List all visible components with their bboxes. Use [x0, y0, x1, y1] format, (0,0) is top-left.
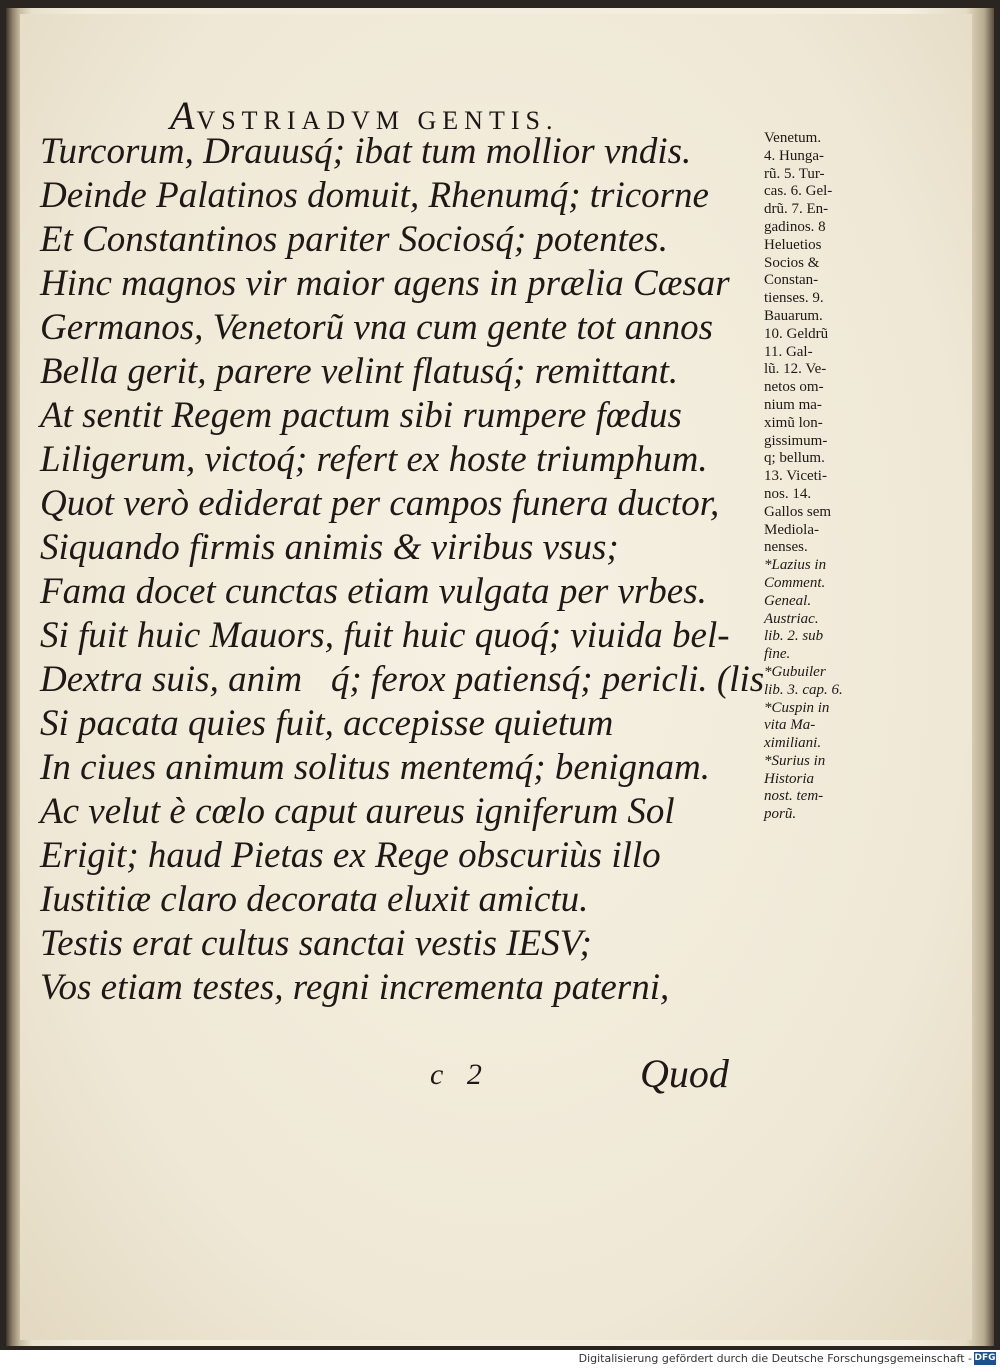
- verse-line: Dextra suis, anim᷑q́; ferox patiensq́; pericli. (lis: [40, 659, 765, 700]
- margin-note-line: Historia: [764, 770, 815, 787]
- margin-note-line: *Cuspin in: [764, 699, 830, 716]
- margin-note-line: Austriac.: [764, 610, 819, 627]
- verse-line: Siquando firmis animis & viribus vsus;: [40, 527, 619, 568]
- margin-note-line: nium ma-: [764, 396, 822, 413]
- margin-notes: [764, 130, 884, 824]
- verse-line: Hinc magnos vir maior agens in prælia Cæsar: [40, 263, 730, 304]
- margin-note-line: tienses. 9.: [764, 290, 824, 307]
- margin-note-line: drũ. 7. En-: [764, 201, 829, 218]
- margin-note-line: nos. 14.: [764, 485, 812, 502]
- catchword: Quod: [640, 1051, 729, 1096]
- verse-line: Vos etiam testes, regni incrementa paterni,: [40, 967, 670, 1008]
- margin-note-line: gissimum-: [764, 432, 828, 449]
- margin-note-line: lib. 2. sub: [764, 628, 824, 645]
- running-head-initial: A: [170, 93, 197, 138]
- margin-note-line: rũ. 5. Tur-: [764, 165, 825, 182]
- verse-line: At sentit Regem pactum sibi rumpere fœdus: [40, 395, 682, 436]
- margin-note-line: ximũ lon-: [764, 414, 823, 431]
- verse-line: Erigit; haud Pietas ex Rege obscuriùs illo: [40, 835, 661, 876]
- margin-note-line: 13. Viceti-: [764, 468, 827, 485]
- margin-note-line: Gallos sem: [764, 503, 832, 520]
- running-head-text: VSTRIADVM GENTIS.: [196, 106, 559, 135]
- margin-note-line: gadinos. 8: [764, 218, 826, 235]
- margin-note-line: q; bellum.: [764, 450, 825, 467]
- signature-mark: c 2: [430, 1058, 490, 1091]
- verse-line: Si pacata quies fuit, accepisse quietum: [40, 703, 614, 744]
- dfg-logo-icon: DFG: [974, 1353, 996, 1363]
- margin-note-line: porũ.: [764, 806, 797, 823]
- verse-line: Bella gerit, parere velint flatusq́; remittant.: [40, 351, 679, 392]
- verse-line: Germanos, Venetorũ vna cum gente tot annos: [40, 307, 714, 348]
- verse-line: Si fuit huic Mauors, fuit huic quoq́; viuida bel-: [40, 615, 730, 656]
- margin-note-line: 4. Hunga-: [764, 147, 824, 164]
- margin-note-line: lib. 3. cap. 6.: [764, 681, 843, 698]
- margin-note-line: *Gubuiler: [764, 663, 826, 680]
- margin-note-line: Geneal.: [764, 592, 812, 609]
- verse-line: Liligerum, victoq́; refert ex hoste triumphum.: [40, 439, 708, 480]
- margin-note-line: *Surius in: [764, 752, 826, 769]
- margin-note-line: ximiliani.: [764, 735, 822, 752]
- verse-line: Testis erat cultus sanctai vestis IESV;: [40, 923, 592, 964]
- margin-note-line: Comment.: [764, 574, 826, 591]
- margin-note-line: Mediola-: [764, 521, 819, 538]
- verse-line: Turcorum, Drauusq́; ibat tum mollior vndis.: [40, 131, 692, 172]
- verse-line: Fama docet cunctas etiam vulgata per vrbes.: [40, 571, 707, 612]
- verse-block: [40, 130, 765, 1010]
- margin-note-line: netos om-: [764, 379, 824, 396]
- margin-note-line: fine.: [764, 646, 791, 663]
- margin-note-line: vita Ma-: [764, 717, 816, 734]
- verse-line: In ciues animum solitus mentemq́; benignam.: [40, 747, 711, 788]
- margin-note-line: Heluetios: [764, 236, 822, 253]
- margin-note-line: Constan-: [764, 272, 819, 289]
- verse-line: Quot verò ediderat per campos funera ductor,: [40, 483, 720, 524]
- verse-line: Et Constantinos pariter Sociosq́; potentes.: [40, 219, 668, 260]
- margin-note-line: 11. Gal-: [764, 343, 813, 360]
- margin-note-line: 10. Geldrũ: [764, 325, 829, 342]
- verse-line: Deinde Palatinos domuit, Rhenumq́; tricorne: [40, 175, 709, 216]
- footer-credit: Digitalisierung gefördert durch die Deutsche Forschungsgemeinschaft -: [578, 1352, 972, 1365]
- margin-note-line: lũ. 12. Ve-: [764, 361, 827, 378]
- margin-note-line: Socios &: [764, 254, 820, 271]
- margin-note-line: cas. 6. Gel-: [764, 183, 833, 200]
- margin-note-line: Venetum.: [764, 130, 822, 146]
- verse-line: Iustitiæ claro decorata eluxit amictu.: [40, 879, 589, 920]
- margin-note-line: Bauarum.: [764, 307, 823, 324]
- margin-note-line: *Lazius in: [764, 557, 827, 574]
- margin-note-line: nenses.: [764, 539, 808, 556]
- verse-line: Ac velut è cœlo caput aureus igniferum Sol: [40, 791, 675, 832]
- margin-note-line: nost. tem-: [764, 788, 824, 805]
